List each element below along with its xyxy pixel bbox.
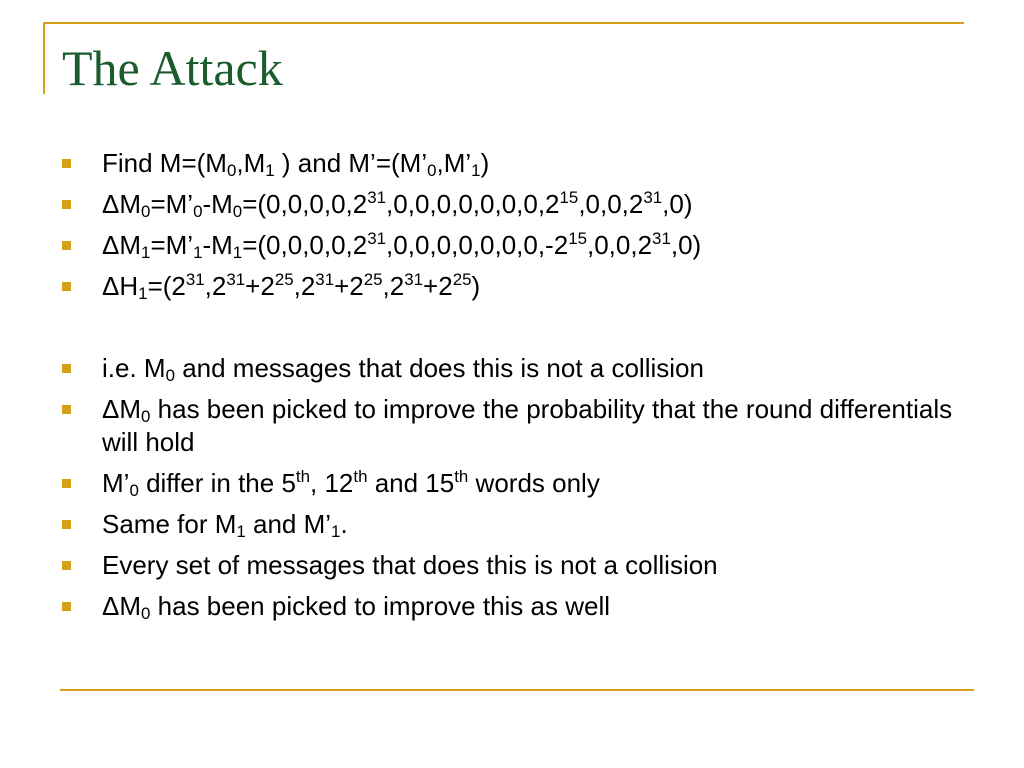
superscript: 31: [652, 228, 671, 248]
text: ) and M’=(M’: [274, 148, 428, 178]
bullet-delta-m1: [62, 229, 962, 262]
superscript: th: [353, 466, 368, 486]
square-bullet-icon: [62, 241, 71, 250]
frame-top-line: [43, 22, 964, 24]
bullet-list: [62, 147, 962, 631]
subscript: 1: [138, 284, 148, 304]
square-bullet-icon: [62, 405, 71, 414]
text: i.e. M: [102, 353, 166, 383]
text: =(0,0,0,0,2: [242, 230, 368, 260]
text: words only: [468, 468, 600, 498]
text: +2: [423, 271, 453, 301]
text: ): [471, 271, 481, 301]
bullet-delta-h1: [62, 270, 962, 303]
superscript: 31: [315, 269, 335, 289]
text: Find M=(M: [102, 148, 227, 178]
frame-bottom-line: [60, 689, 974, 691]
text: =(2: [147, 271, 186, 301]
superscript: 31: [185, 269, 205, 289]
bullet-differ-words: [62, 467, 962, 500]
subscript: 1: [471, 161, 481, 181]
subscript: 1: [193, 243, 203, 263]
superscript: 31: [643, 187, 663, 207]
text: Every set of messages that does this is not a collision: [102, 550, 718, 580]
subscript: 0: [232, 202, 243, 222]
text: and 15: [367, 468, 455, 498]
text: +2: [334, 271, 364, 301]
bullet-picked-this: [62, 590, 962, 623]
text: ,0,0,0,0,0,0,0,-2: [386, 230, 569, 260]
superscript: 15: [559, 187, 579, 207]
slide-title: The Attack: [62, 40, 283, 96]
text: , 12: [310, 468, 354, 498]
subscript: 1: [232, 243, 243, 263]
subscript: 0: [141, 202, 151, 222]
subscript: 1: [141, 243, 151, 263]
text: ΔM: [102, 591, 142, 621]
square-bullet-icon: [62, 159, 71, 168]
text: has been picked to improve the probability that the round differentials will hold: [102, 394, 953, 457]
superscript: 15: [568, 228, 587, 248]
subscript: 0: [226, 161, 237, 181]
superscript: th: [295, 466, 311, 486]
superscript: 25: [452, 269, 472, 289]
subscript: 0: [129, 481, 139, 501]
text: =(0,0,0,0,2: [242, 189, 368, 219]
square-bullet-icon: [62, 200, 71, 209]
bullet-same-for-m1: [62, 508, 962, 541]
subscript: 1: [236, 522, 246, 542]
square-bullet-icon: [62, 602, 71, 611]
text: =M’: [150, 230, 194, 260]
text: ): [480, 148, 490, 178]
text: Same for M: [102, 509, 237, 539]
square-bullet-icon: [62, 479, 71, 488]
square-bullet-icon: [62, 520, 71, 529]
bullet-ie-m0: [62, 352, 962, 385]
text: ,2: [382, 271, 405, 301]
text: ,0,0,2: [586, 230, 653, 260]
text: and messages that does this is not a collision: [174, 353, 704, 383]
square-bullet-icon: [62, 561, 71, 570]
subscript: 0: [427, 161, 437, 181]
text: ΔM: [102, 394, 142, 424]
text: +2: [245, 271, 275, 301]
text: ΔH: [102, 271, 139, 301]
square-bullet-icon: [62, 364, 71, 373]
square-bullet-icon: [62, 282, 71, 291]
bullet-picked-probability: [62, 393, 962, 459]
superscript: 31: [226, 269, 246, 289]
frame-left-line: [43, 22, 45, 94]
text: -M: [202, 189, 233, 219]
text: =M’: [150, 189, 194, 219]
superscript: 25: [363, 269, 383, 289]
text: ,0): [662, 189, 693, 219]
subscript: 1: [265, 161, 275, 181]
text: and M’: [245, 509, 332, 539]
text: ,M: [236, 148, 266, 178]
text: ,0,0,2: [578, 189, 644, 219]
text: has been picked to improve this as well: [150, 591, 611, 621]
text: ΔM: [102, 230, 142, 260]
text: ,M’: [436, 148, 472, 178]
text: differ in the 5: [138, 468, 296, 498]
superscript: 25: [274, 269, 294, 289]
superscript: th: [454, 466, 469, 486]
subscript: 0: [193, 202, 203, 222]
subscript: 0: [165, 366, 175, 386]
bullet-every-set: [62, 549, 962, 582]
text: ,2: [204, 271, 227, 301]
bullet-delta-m0: [62, 188, 962, 221]
text: ,0): [670, 230, 702, 260]
text: ,0,0,0,0,0,0,0,2: [386, 189, 560, 219]
superscript: 31: [404, 269, 424, 289]
subscript: 0: [141, 407, 151, 427]
bullet-find-m: [62, 147, 962, 180]
subscript: 1: [331, 522, 341, 542]
text: .: [340, 509, 348, 539]
superscript: 31: [367, 187, 387, 207]
text: ,2: [293, 271, 316, 301]
subscript: 0: [141, 604, 151, 624]
text: -M: [202, 230, 233, 260]
superscript: 31: [367, 228, 387, 248]
list-spacer: [62, 311, 962, 344]
text: M’: [102, 468, 130, 498]
text: ΔM: [102, 189, 142, 219]
